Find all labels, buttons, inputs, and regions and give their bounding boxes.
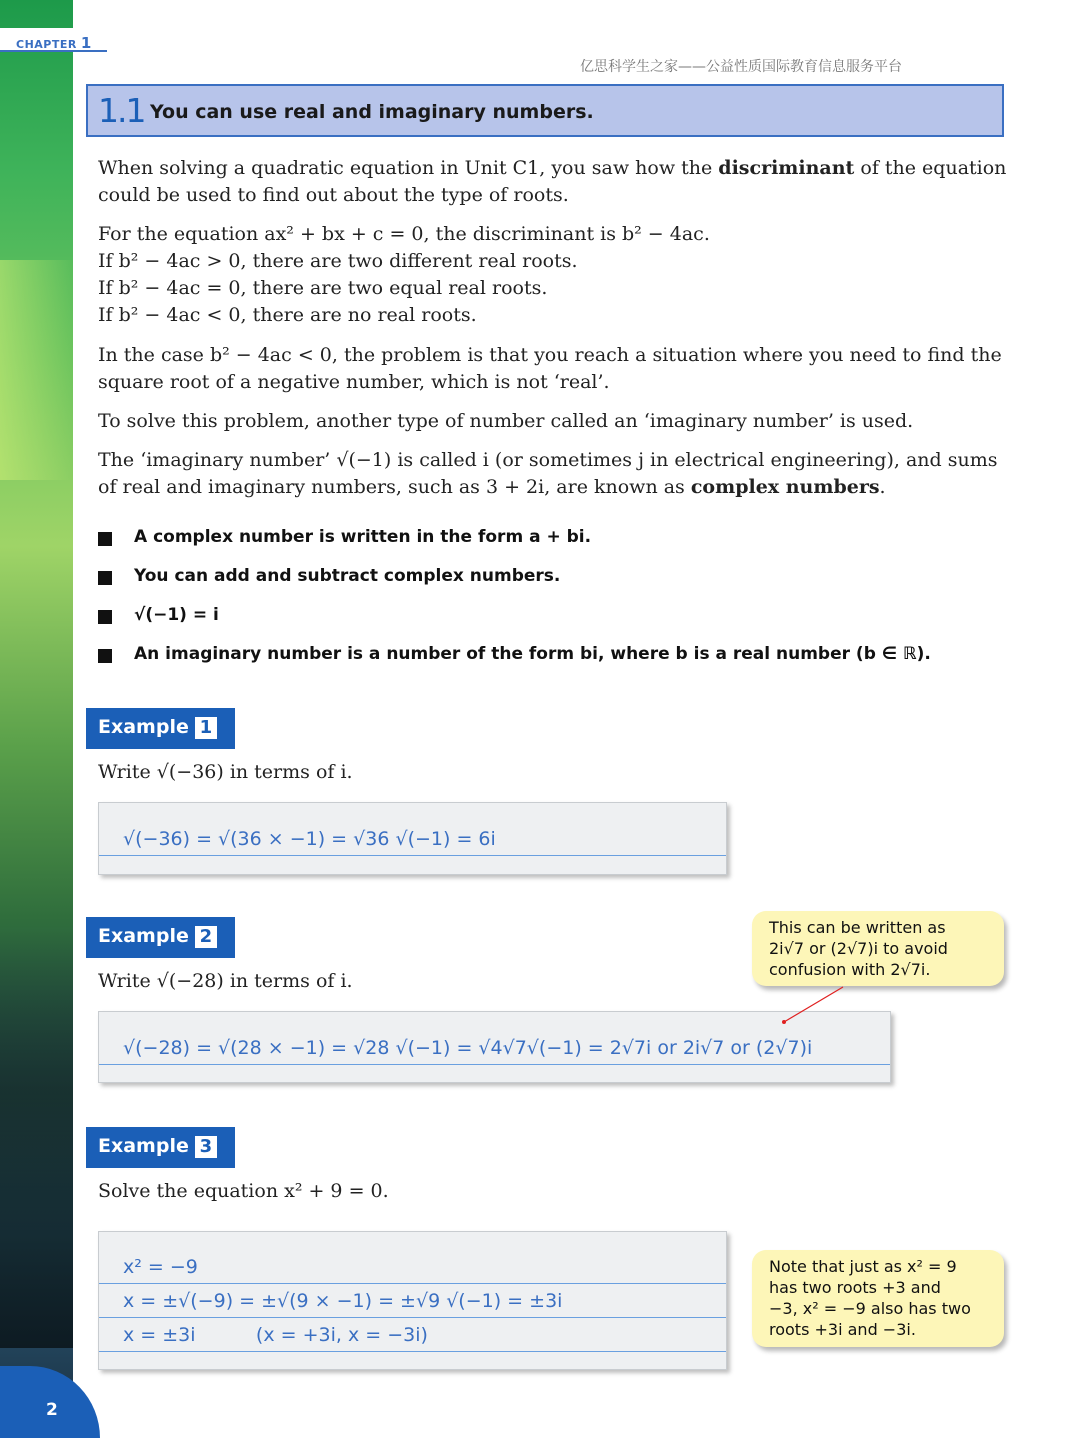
- note-line: roots +3i and −3i.: [769, 1320, 916, 1339]
- text-run: of the equation: [854, 157, 1007, 179]
- example-number: 3: [195, 1136, 217, 1158]
- text-run: When solving a quadratic equation in Unit C1, you saw how the: [98, 157, 719, 179]
- watermark-text: 亿思科学生之家——公益性质国际教育信息服务平台: [580, 59, 902, 75]
- solution-text: x = ±√(−9) = ±√(9 × −1) = ±√9 √(−1) = ±3i: [123, 1290, 563, 1312]
- chapter-label: CHAPTER: [16, 38, 77, 51]
- bold-term: discriminant: [718, 157, 855, 179]
- note-line: confusion with 2√7i.: [769, 960, 931, 979]
- note-line: This can be written as: [769, 918, 946, 937]
- example-number: 1: [195, 717, 217, 739]
- solution-text: x = ±3i (x = +3i, x = −3i): [123, 1324, 428, 1346]
- example-3-solution-box: [98, 1231, 727, 1370]
- example-3-label: [86, 1127, 235, 1168]
- key-point-text: √(−1) = i: [134, 605, 219, 625]
- text-run: If b² − 4ac > 0, there are two different real roots.: [98, 250, 578, 272]
- key-point-text: You can add and subtract complex numbers.: [134, 566, 561, 586]
- text-run: If b² − 4ac = 0, there are two equal real roots.: [98, 277, 548, 299]
- note-line: Note that just as x² = 9: [769, 1257, 957, 1276]
- page-number: 2: [46, 1400, 58, 1420]
- key-point-text: A complex number is written in the form a + bi.: [134, 527, 592, 547]
- example-1-question: Write √(−36) in terms of i.: [98, 761, 353, 783]
- example-label-text: Example: [98, 1135, 189, 1157]
- chapter-number: 1: [80, 34, 92, 52]
- section-title: You can use real and imaginary numbers.: [150, 101, 594, 123]
- key-point-text: An imaginary number is a number of the form bi, where b is a real number (b ∈ ℝ).: [134, 644, 931, 664]
- example-number: 2: [195, 926, 217, 948]
- section-number: 1.1: [98, 91, 145, 130]
- text-run: square root of a negative number, which is not ‘real’.: [98, 371, 610, 393]
- note-line: has two roots +3 and: [769, 1278, 941, 1297]
- note-line: 2i√7 or (2√7)i to avoid: [769, 939, 948, 958]
- example-2-question: Write √(−28) in terms of i.: [98, 970, 353, 992]
- solution-line: [99, 1249, 726, 1284]
- solution-text: x² = −9: [123, 1256, 198, 1278]
- solution-line: [99, 1317, 726, 1352]
- example-3-question: Solve the equation x² + 9 = 0.: [98, 1180, 389, 1202]
- note-line: −3, x² = −9 also has two: [769, 1299, 971, 1318]
- solution-line: [99, 1283, 726, 1318]
- paragraph-imaginary-intro: To solve this problem, another type of number called an ‘imaginary number’ is used.: [98, 410, 914, 432]
- bold-term: complex numbers: [690, 476, 880, 498]
- solution-text: √(−28) = √(28 × −1) = √28 √(−1) = √4√7√(−1) = 2√7i or 2i√7 or (2√7)i: [123, 1037, 813, 1059]
- text-run: could be used to find out about the type of roots.: [98, 184, 569, 206]
- text-run: .: [879, 476, 886, 498]
- text-run: In the case b² − 4ac < 0, the problem is that you reach a situation where you need to find the: [98, 344, 1002, 366]
- example-3-note: [752, 1250, 1004, 1347]
- text-run: of real and imaginary numbers, such as 3 + 2i, are known as: [98, 476, 691, 498]
- text-run: For the equation ax² + bx + c = 0, the discriminant is b² − 4ac.: [98, 223, 710, 245]
- solution-text: √(−36) = √(36 × −1) = √36 √(−1) = 6i: [123, 828, 496, 850]
- text-run: If b² − 4ac < 0, there are no real roots.: [98, 304, 477, 326]
- example-label-text: Example: [98, 925, 189, 947]
- example-label-text: Example: [98, 716, 189, 738]
- text-run: The ‘imaginary number’ √(−1) is called i (or sometimes j in electrical engineering), and sums: [98, 449, 998, 471]
